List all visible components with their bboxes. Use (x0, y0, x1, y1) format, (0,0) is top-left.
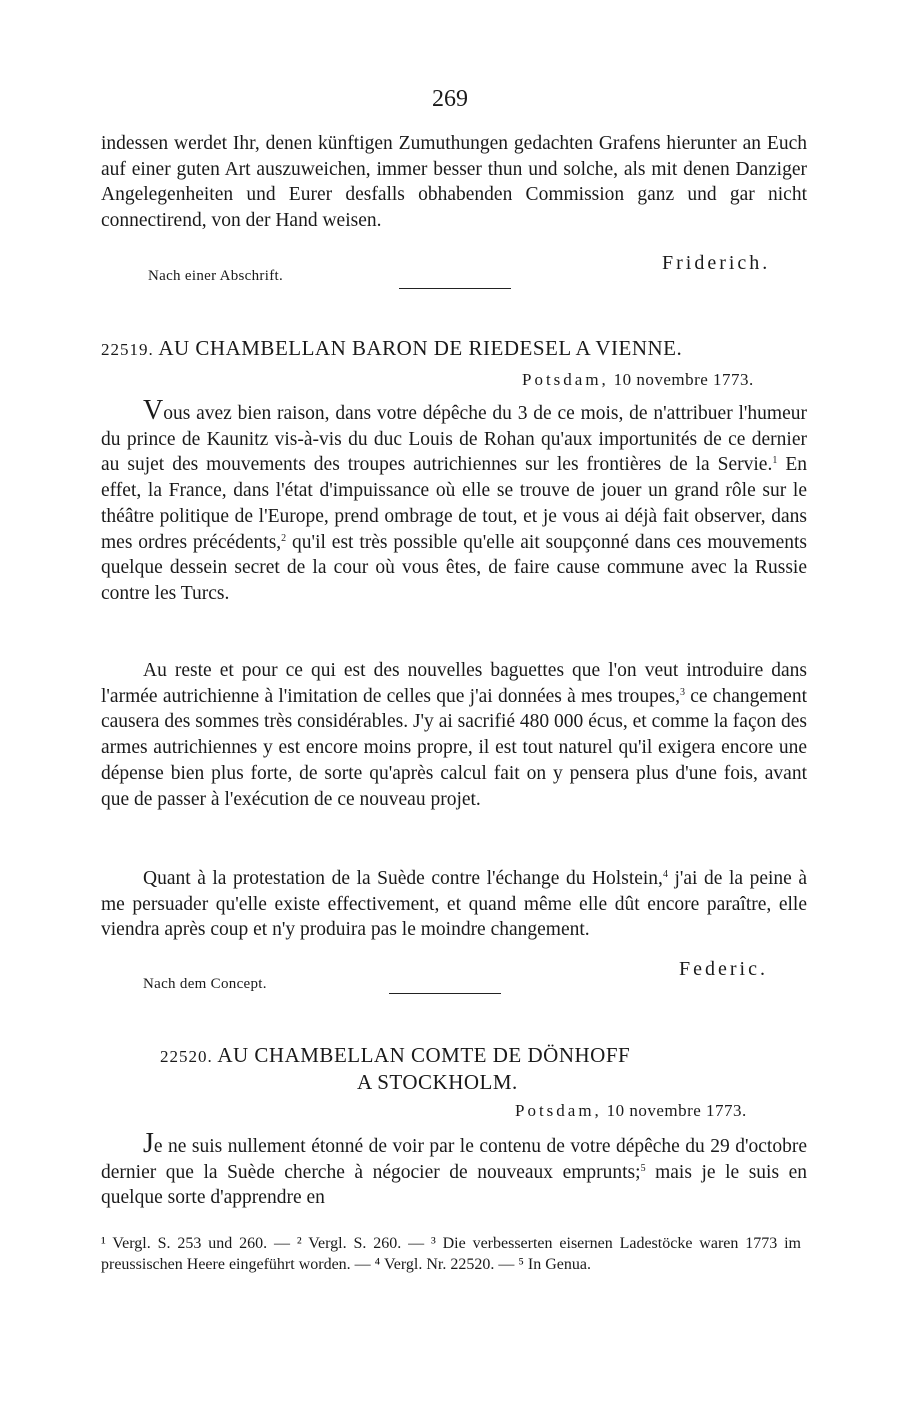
dateline-place: Potsdam, (522, 370, 609, 389)
letter-dateline-22520 (515, 1101, 747, 1121)
footnote-ref: 5 (640, 1162, 646, 1174)
letter-paragraph-1: Vous avez bien raison, dans votre dépêche du 3 de ce mois, de n'attribuer l'humeur du prince de Kaunitz vis-à-vis du duc Louis de Rohan qu'aux importunités de ce dernier au sujet des mouvements des troupes autrichiennes sur les frontières de la Servie.$^1$ En effet, la France, dans l'état d'impuissance où elle se trouve de jouer un grand rôle sur le théâtre politique de l'Europe, prend ombrage de tout, et je vous ai déjà fait observer, dans mes ordres précédents,$^2$ qu'il est très possible qu'elle ait soupçonné dans ces mouvements quelque dessein secret de la cour où vous êtes, de faire cause commune avec la Russie contre les Turcs. (101, 395, 807, 604)
drop-cap: V (143, 395, 164, 426)
dateline-date: 10 novembre 1773. (606, 1101, 747, 1120)
letter-number: 22520. (160, 1047, 213, 1066)
source-note-abschrift: Nach einer Abschrift. (148, 268, 284, 284)
footnote-ref: 4 (662, 869, 668, 880)
continuation-paragraph: indessen werdet Ihr, denen künftigen Zumuthungen gedachten Grafens hierunter an Euch auf einer guten Art auszuweichen, immer besser thun und solche, als mit denen Danziger Angelegenheiten und Eurer desfalls obhabenden Commission ganz und gar nicht connectirend, von der Hand weisen. (101, 133, 807, 232)
footnote-ref: 3 (679, 686, 685, 698)
signature-friderich: Friderich. (662, 252, 771, 274)
letter-paragraph-1: Je ne suis nullement étonné de voir par le contenu de votre dépêche du 29 d'octobre dernier que la Suède cherche à négocier de nouveaux emprunts;$^5$ mais je le suis en quelque sorte d'apprendre en (101, 1128, 807, 1209)
separator-rule (399, 288, 511, 289)
footnote-ref: 1 (772, 455, 778, 467)
letter-title: AU CHAMBELLAN COMTE DE DÖNHOFF (217, 1043, 631, 1067)
letter-heading-22520 (160, 1043, 630, 1068)
footnotes: ¹ Vergl. S. 253 und 260. — ² Vergl. S. 260. — ³ Die verbesserten eisernen Ladestöcke waren 1773 im preussischen Heere eingeführt worden. — ⁴ Vergl. Nr. 22520. — ⁵ In Genua. (101, 1235, 801, 1273)
drop-cap: J (143, 1128, 154, 1159)
dateline-date: 10 novembre 1773. (613, 370, 754, 389)
footnote-ref: 2 (281, 532, 287, 544)
letter-dateline-22519 (522, 370, 754, 390)
letter-number: 22519. (101, 340, 154, 359)
separator-rule (389, 993, 501, 994)
letter-title: AU CHAMBELLAN BARON DE RIEDESEL A VIENNE. (158, 336, 683, 360)
page-number: 269 (432, 86, 468, 112)
letter-paragraph-2: Au reste et pour ce qui est des nouvelles baguettes que l'on veut introduire dans l'armée autrichienne à l'imitation de celles que j'ai données à mes troupes,$^3$ ce changement causera des sommes très considérables. J'y ai sacrifié 480 000 écus, et comme la façon des armes autrichiennes y est encore moins propre, il est tout naturel qu'il exigera encore une dépense bien plus forte, de sorte qu'après calcul fait on y pensera plus d'une fois, avant que de passer à l'exécution de ce nouveau projet. (101, 660, 808, 810)
source-note-concept: Nach dem Concept. (143, 976, 267, 992)
letter-paragraph-3: Quant à la protestation de la Suède contre l'échange du Holstein,$^4$ j'ai de la peine à me persuader qu'elle existe effectivement, et quand même elle dût encore paraître, elle viendra après coup et n'y produira pas le moindre changement. (101, 868, 807, 941)
letter-heading-22519 (101, 336, 682, 361)
signature-federic: Federic. (679, 958, 768, 980)
letter-title-line-2: A STOCKHOLM. (357, 1070, 518, 1094)
dateline-place: Potsdam, (515, 1101, 602, 1120)
